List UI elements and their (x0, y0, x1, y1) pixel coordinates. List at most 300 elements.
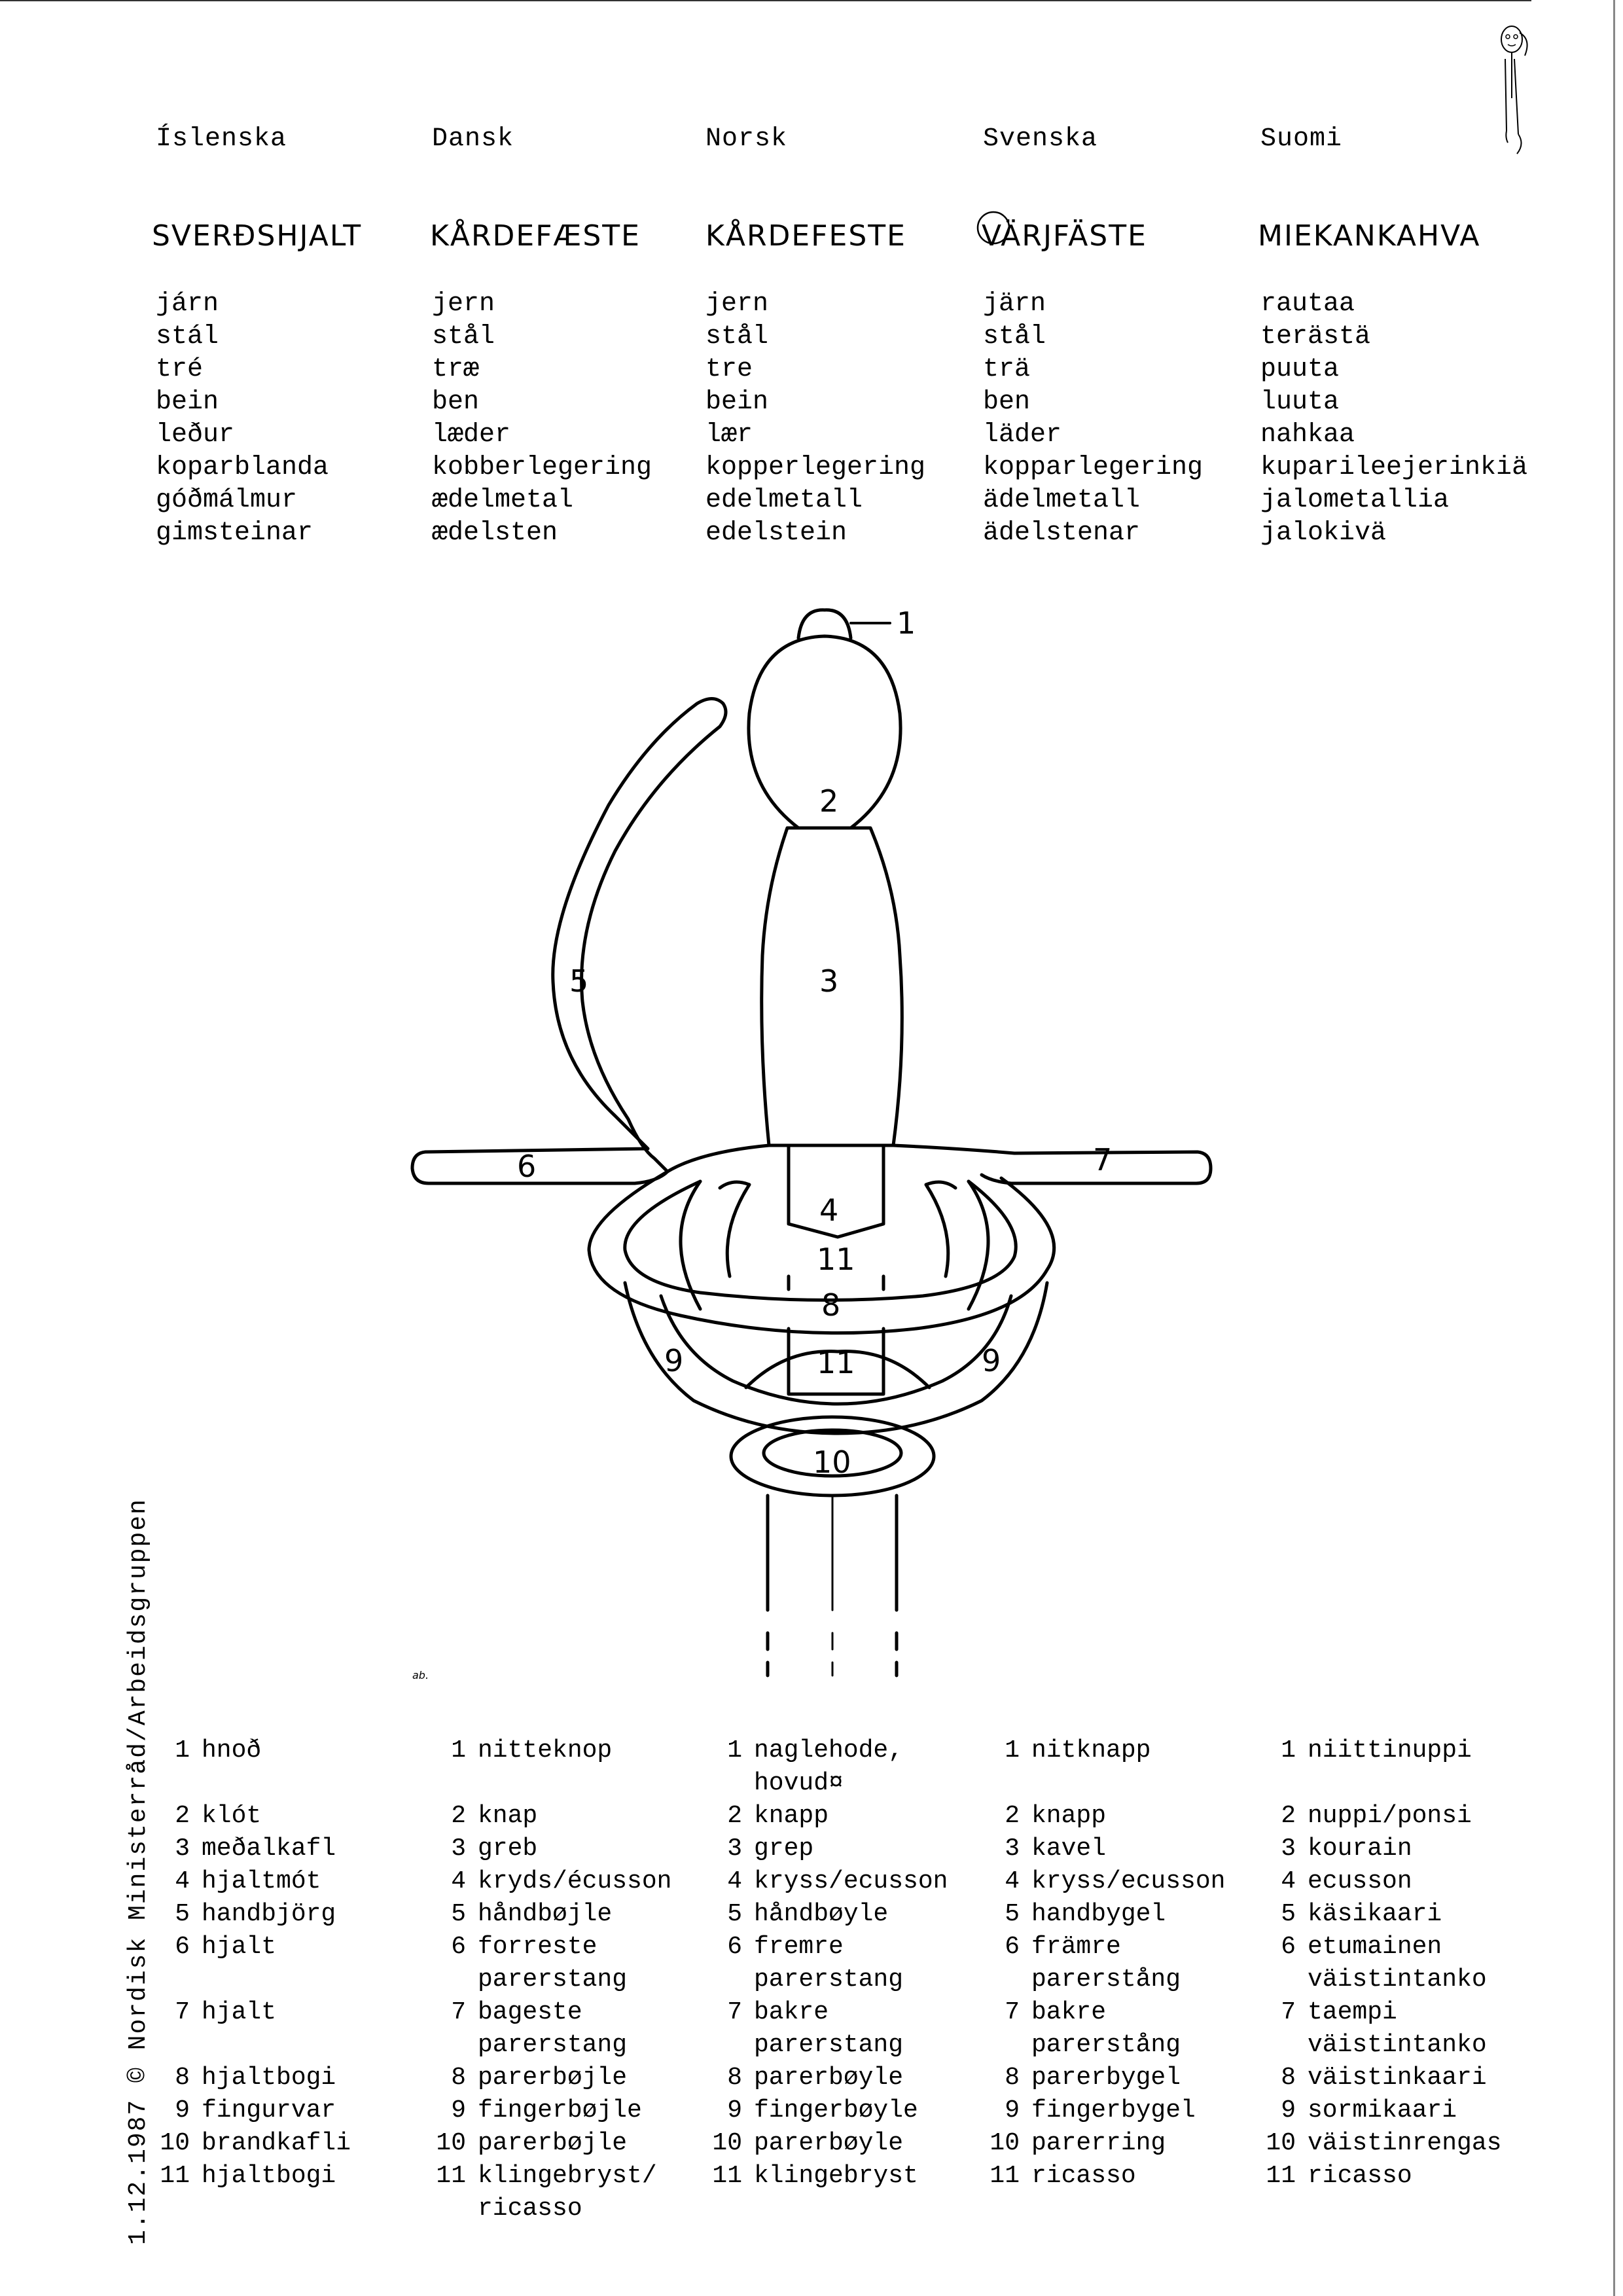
materials-list-norwegian (705, 288, 925, 550)
part-term (754, 1931, 903, 1996)
part-number: 3 (727, 1835, 742, 1863)
part-term (202, 1996, 276, 2029)
part-number: 4 (727, 1867, 742, 1895)
part-item (709, 1865, 948, 1898)
part-term-line: håndbøjle (478, 1900, 613, 1928)
language-header-row (0, 124, 1623, 164)
material-item: bein (156, 387, 219, 417)
part-term-line: väistintanko (1308, 1965, 1487, 1994)
part-term (754, 2160, 918, 2193)
diagram-label-9-right: 9 (982, 1343, 1001, 1378)
part-number: 7 (727, 1998, 742, 2026)
part-term (754, 1996, 903, 2062)
part-term-line: parerbøjle (478, 2064, 628, 2092)
part-item (433, 1734, 612, 1767)
part-term (478, 1865, 671, 1898)
part-number: 6 (451, 1933, 466, 1961)
part-term-line: brandkafli (202, 2129, 351, 2157)
part-number: 10 (436, 2129, 466, 2157)
part-term (202, 1833, 336, 1865)
part-term (1031, 1931, 1181, 1996)
part-item (157, 1931, 276, 1964)
part-term-line: hjaltmót (202, 1867, 321, 1895)
part-item (987, 2127, 1166, 2160)
part-number: 1 (175, 1736, 190, 1765)
part-item (709, 2062, 903, 2094)
part-number: 5 (727, 1900, 742, 1928)
part-term (202, 1865, 321, 1898)
part-number: 4 (175, 1867, 190, 1895)
diagram-label-10: 10 (813, 1444, 851, 1480)
part-item (433, 1996, 627, 2062)
part-number: 2 (727, 1802, 742, 1830)
material-item: læder (432, 420, 511, 450)
part-term-line: bakre (1031, 1998, 1107, 2026)
diagram-label-8: 8 (821, 1287, 841, 1323)
material-item: puuta (1260, 355, 1340, 384)
part-number: 4 (1005, 1867, 1020, 1895)
part-number: 10 (160, 2129, 190, 2157)
part-term-line: etumainen (1308, 1933, 1442, 1961)
diagram-label-11-lower: 11 (817, 1345, 855, 1380)
material-item: tre (705, 355, 753, 384)
part-term (478, 2127, 627, 2160)
part-term-line: klingebryst (754, 2162, 918, 2190)
part-item (1263, 2127, 1501, 2160)
part-item (157, 2094, 336, 2127)
part-term (478, 1734, 612, 1767)
part-term-line: ricasso (1031, 2162, 1136, 2190)
material-item: jern (705, 289, 769, 319)
part-term (202, 2094, 336, 2127)
part-number: 7 (1005, 1998, 1020, 2026)
part-term-line: hnoð (202, 1736, 262, 1765)
part-number: 3 (175, 1835, 190, 1863)
part-term (202, 1931, 276, 1964)
material-item: trä (983, 355, 1031, 384)
part-item (1263, 1996, 1487, 2062)
part-term (754, 2062, 903, 2094)
part-number: 9 (727, 2096, 742, 2125)
part-item (433, 1800, 537, 1833)
part-item (987, 1931, 1181, 1996)
diagram-label-6: 6 (517, 1149, 537, 1184)
top-border-line (0, 0, 1531, 1)
part-term (478, 2062, 627, 2094)
material-item: gimsteinar (156, 518, 313, 548)
part-term-line: naglehode, (754, 1736, 904, 1765)
part-number: 9 (1005, 2096, 1020, 2125)
part-number: 9 (1281, 2096, 1296, 2125)
part-term-line: knapp (754, 1802, 829, 1830)
part-item (157, 1833, 336, 1865)
part-number: 6 (727, 1933, 742, 1961)
material-item: jalometallia (1260, 486, 1450, 515)
part-term (1031, 1898, 1166, 1931)
part-term-line: fremre (754, 1933, 844, 1961)
part-term-line: bakre (754, 1998, 829, 2026)
part-number: 5 (451, 1900, 466, 1928)
part-term (478, 1833, 537, 1865)
part-number: 2 (451, 1802, 466, 1830)
part-term (1031, 1800, 1106, 1833)
part-term-line: parerstang (754, 2031, 904, 2059)
part-term-line: kourain (1308, 1835, 1412, 1863)
material-item: ben (432, 387, 480, 417)
part-term-line: bageste (478, 1998, 582, 2026)
part-item (709, 1800, 829, 1833)
part-term (202, 2127, 351, 2160)
part-term-line: väistinkaari (1308, 2064, 1487, 2092)
part-term (1031, 1734, 1150, 1767)
part-term-line: klót (202, 1802, 262, 1830)
part-term-line: greb (478, 1835, 538, 1863)
part-item (709, 1931, 903, 1996)
sword-hilt-diagram (393, 589, 1243, 1702)
material-item: järn (983, 289, 1046, 319)
part-number: 9 (451, 2096, 466, 2125)
part-number: 4 (1281, 1867, 1296, 1895)
part-term (1031, 2094, 1196, 2127)
part-item (157, 1898, 336, 1931)
part-term (1308, 2094, 1457, 2127)
part-number: 5 (175, 1900, 190, 1928)
part-term-line: meðalkafl (202, 1835, 336, 1863)
part-item (157, 1800, 261, 1833)
part-term (1308, 1833, 1412, 1865)
part-number: 11 (712, 2162, 742, 2190)
part-number: 10 (990, 2129, 1020, 2157)
part-item (433, 2094, 642, 2127)
part-term-line: väistinrengas (1308, 2129, 1502, 2157)
part-term (1308, 2160, 1412, 2193)
part-term-line: parerstång (1031, 2031, 1181, 2059)
part-term-line: parerbygel (1031, 2064, 1181, 2092)
part-term-line: nitteknop (478, 1736, 613, 1765)
part-term (1308, 1898, 1442, 1931)
part-item (1263, 2062, 1487, 2094)
part-item (157, 2127, 351, 2160)
part-term-line: ecusson (1308, 1867, 1412, 1895)
part-term-line: ricasso (478, 2195, 582, 2223)
part-term-line: niittinuppi (1308, 1736, 1472, 1765)
part-number: 2 (1005, 1802, 1020, 1830)
part-term-line: hjaltbogi (202, 2064, 336, 2092)
part-term (478, 1931, 627, 1996)
part-term (202, 1898, 336, 1931)
part-term-line: parerring (1031, 2129, 1166, 2157)
part-number: 1 (1005, 1736, 1020, 1765)
part-term (478, 2094, 642, 2127)
part-item (987, 1800, 1106, 1833)
materials-list-danish (432, 288, 652, 550)
diagram-label-3: 3 (819, 963, 839, 999)
material-item: jalokivä (1260, 518, 1387, 548)
part-term (478, 1800, 537, 1833)
title-finnish: MIEKANKAHVA (1258, 219, 1481, 253)
part-term-line: ricasso (1308, 2162, 1412, 2190)
part-item (1263, 1800, 1472, 1833)
part-term (1031, 1865, 1225, 1898)
diagram-label-7: 7 (1093, 1142, 1113, 1177)
diagram-label-4: 4 (819, 1193, 839, 1228)
part-term-line: nitknapp (1031, 1736, 1151, 1765)
part-number: 6 (1005, 1933, 1020, 1961)
part-number: 6 (1281, 1933, 1296, 1961)
part-item (1263, 1865, 1412, 1898)
part-term (202, 2160, 336, 2193)
rivet-button-shape (798, 610, 851, 638)
part-number: 10 (1266, 2129, 1296, 2157)
material-item: ädelstenar (983, 518, 1141, 548)
material-item: kopperlegering (705, 453, 926, 482)
part-number: 5 (1005, 1900, 1020, 1928)
part-term (754, 1800, 829, 1833)
lang-danish: Dansk (432, 124, 514, 154)
part-number: 3 (1281, 1835, 1296, 1863)
part-number: 8 (727, 2064, 742, 2092)
part-term (754, 1898, 888, 1931)
material-item: ädelmetall (983, 486, 1141, 515)
part-item (709, 1898, 888, 1931)
part-number: 5 (1281, 1900, 1296, 1928)
part-term-line: kryss/ecusson (1031, 1867, 1226, 1895)
part-term-line: käsikaari (1308, 1900, 1442, 1928)
part-item (433, 1833, 537, 1865)
part-number: 2 (1281, 1802, 1296, 1830)
material-item: lær (705, 420, 753, 450)
part-term (202, 2062, 336, 2094)
part-term (478, 1898, 612, 1931)
part-term-line: nuppi/ponsi (1308, 1802, 1472, 1830)
part-item (987, 1996, 1181, 2062)
signature-initials: ab. (412, 1669, 429, 1681)
guard-inner-right (926, 1182, 955, 1276)
part-term (1308, 1800, 1472, 1833)
part-term (1308, 2127, 1501, 2160)
part-number: 3 (1005, 1835, 1020, 1863)
part-term-line: handbygel (1031, 1900, 1166, 1928)
material-item: koparblanda (156, 453, 329, 482)
part-term (478, 1996, 627, 2062)
part-term (754, 2127, 903, 2160)
part-item (709, 1833, 813, 1865)
part-term (754, 1734, 903, 1800)
part-item (433, 1865, 671, 1898)
part-term (1308, 1865, 1412, 1898)
title-icelandic: SVERÐSHJALT (152, 219, 363, 253)
material-item: rautaa (1260, 289, 1355, 319)
part-number: 1 (1281, 1736, 1296, 1765)
part-term (754, 1865, 948, 1898)
material-item: kobberlegering (432, 453, 652, 482)
part-number: 8 (175, 2064, 190, 2092)
part-term (1031, 1996, 1181, 2062)
part-item (1263, 1734, 1472, 1767)
part-term-line: främre (1031, 1933, 1121, 1961)
part-term (202, 1734, 261, 1767)
part-item (433, 1898, 612, 1931)
material-item: bein (705, 387, 769, 417)
part-term (478, 2160, 657, 2225)
part-term (1308, 1931, 1487, 1996)
part-term-line: handbjörg (202, 1900, 336, 1928)
guard-arm-right (969, 1181, 988, 1309)
part-item (433, 2062, 627, 2094)
part-term-line: parerbøyle (754, 2064, 904, 2092)
diagram-label-5: 5 (569, 963, 589, 999)
part-item (987, 1833, 1106, 1865)
part-term (1031, 1833, 1106, 1865)
part-number: 1 (451, 1736, 466, 1765)
part-term-line: parerbøyle (754, 2129, 904, 2157)
material-item: leður (156, 420, 235, 450)
material-item: tré (156, 355, 204, 384)
part-term (754, 1833, 813, 1865)
diagram-label-9-left: 9 (664, 1343, 684, 1378)
part-term-line: fingerbygel (1031, 2096, 1196, 2125)
title-danish: KÅRDEFÆSTE (430, 219, 641, 253)
knuckle-bow-front-quillon-shape (412, 699, 726, 1184)
part-item (987, 2094, 1196, 2127)
part-term (1308, 1996, 1487, 2062)
right-border-line (1613, 0, 1615, 2296)
part-number: 1 (727, 1736, 742, 1765)
part-term-line: hovud¤ (754, 1769, 844, 1797)
part-term-line: hjaltbogi (202, 2162, 336, 2190)
guard-inner-left (720, 1182, 749, 1276)
part-number: 4 (451, 1867, 466, 1895)
part-term-line: hjalt (202, 1998, 277, 2026)
part-number: 7 (1281, 1998, 1296, 2026)
part-item (157, 1996, 276, 2029)
part-item (987, 1898, 1166, 1931)
part-item (709, 1734, 903, 1800)
part-item (1263, 1898, 1442, 1931)
material-item: járn (156, 289, 219, 319)
material-item: træ (432, 355, 480, 384)
part-term-line: fingerbøyle (754, 2096, 918, 2125)
part-term-line: sormikaari (1308, 2096, 1457, 2125)
part-item (709, 2127, 903, 2160)
part-term (754, 2094, 918, 2127)
material-item: luuta (1260, 387, 1340, 417)
part-item (157, 2160, 336, 2193)
title-norwegian: KÅRDEFESTE (705, 219, 906, 253)
part-item (709, 2160, 918, 2193)
part-number: 7 (451, 1998, 466, 2026)
lang-finnish: Suomi (1260, 124, 1343, 154)
materials-list-icelandic (156, 288, 329, 550)
part-term-line: knap (478, 1802, 538, 1830)
rear-quillon-shape (668, 1145, 1211, 1183)
part-term-line: klingebryst/ (478, 2162, 657, 2190)
part-term-line: parerstang (478, 2031, 628, 2059)
part-term-line: parerstang (754, 1965, 904, 1994)
part-term-line: fingerbøjle (478, 2096, 642, 2125)
part-term (1031, 2160, 1136, 2193)
part-term-line: håndbøyle (754, 1900, 889, 1928)
diagram-label-1: 1 (897, 605, 916, 641)
part-item (987, 1865, 1225, 1898)
part-term-line: forreste (478, 1933, 597, 1961)
part-item (1263, 2160, 1412, 2193)
material-item: kuparileejerinkiä (1260, 453, 1528, 482)
part-number: 6 (175, 1933, 190, 1961)
part-item (433, 1931, 627, 1996)
part-number: 11 (160, 2162, 190, 2190)
materials-list-swedish (983, 288, 1203, 550)
part-item (1263, 1931, 1487, 1996)
part-term-line: kryss/ecusson (754, 1867, 948, 1895)
part-item (709, 1996, 903, 2062)
part-number: 7 (175, 1998, 190, 2026)
part-number: 11 (436, 2162, 466, 2190)
part-item (157, 1734, 261, 1767)
part-term-line: kavel (1031, 1835, 1107, 1863)
part-number: 10 (712, 2129, 742, 2157)
lang-norwegian: Norsk (705, 124, 788, 154)
diagram-label-2: 2 (819, 783, 839, 819)
part-item (987, 2062, 1181, 2094)
material-item: terästä (1260, 322, 1371, 351)
part-term (1308, 1734, 1472, 1767)
part-term (1031, 2127, 1166, 2160)
part-item (1263, 1833, 1412, 1865)
part-number: 8 (1281, 2064, 1296, 2092)
materials-list-finnish (1260, 288, 1527, 550)
part-term-line: fingurvar (202, 2096, 336, 2125)
part-item (987, 2160, 1136, 2193)
part-number: 11 (990, 2162, 1020, 2190)
part-number: 3 (451, 1835, 466, 1863)
material-item: edelstein (705, 518, 847, 548)
hand-circle-mark-icon (974, 208, 1013, 247)
material-item: stål (983, 322, 1046, 351)
title-swedish: VÄRJFÄSTE (982, 219, 1147, 253)
part-term (202, 1800, 261, 1833)
part-term-line: taempi (1308, 1998, 1397, 2026)
part-term-line: knapp (1031, 1802, 1107, 1830)
part-item (709, 2094, 918, 2127)
lang-swedish: Svenska (983, 124, 1098, 154)
part-term-line: parerstång (1031, 1965, 1181, 1994)
material-item: ædelmetal (432, 486, 574, 515)
part-item (157, 2062, 336, 2094)
material-item: läder (983, 420, 1062, 450)
part-term-line: kryds/écusson (478, 1867, 672, 1895)
part-number: 2 (175, 1802, 190, 1830)
material-item: stål (432, 322, 495, 351)
material-item: kopparlegering (983, 453, 1204, 482)
lang-icelandic: Íslenska (156, 124, 287, 154)
material-item: stál (156, 322, 219, 351)
part-term (1308, 2062, 1487, 2094)
part-number: 11 (1266, 2162, 1296, 2190)
part-item (157, 1865, 321, 1898)
part-item (433, 2160, 657, 2225)
part-item (433, 2127, 627, 2160)
part-term-line: väistintanko (1308, 2031, 1487, 2059)
part-term-line: parerstang (478, 1965, 628, 1994)
part-term-line: grep (754, 1835, 814, 1863)
material-item: edelmetall (705, 486, 863, 515)
part-number: 9 (175, 2096, 190, 2125)
part-term-line: parerbøjle (478, 2129, 628, 2157)
part-term-line: hjalt (202, 1933, 277, 1961)
material-item: ben (983, 387, 1031, 417)
part-item (987, 1734, 1150, 1767)
